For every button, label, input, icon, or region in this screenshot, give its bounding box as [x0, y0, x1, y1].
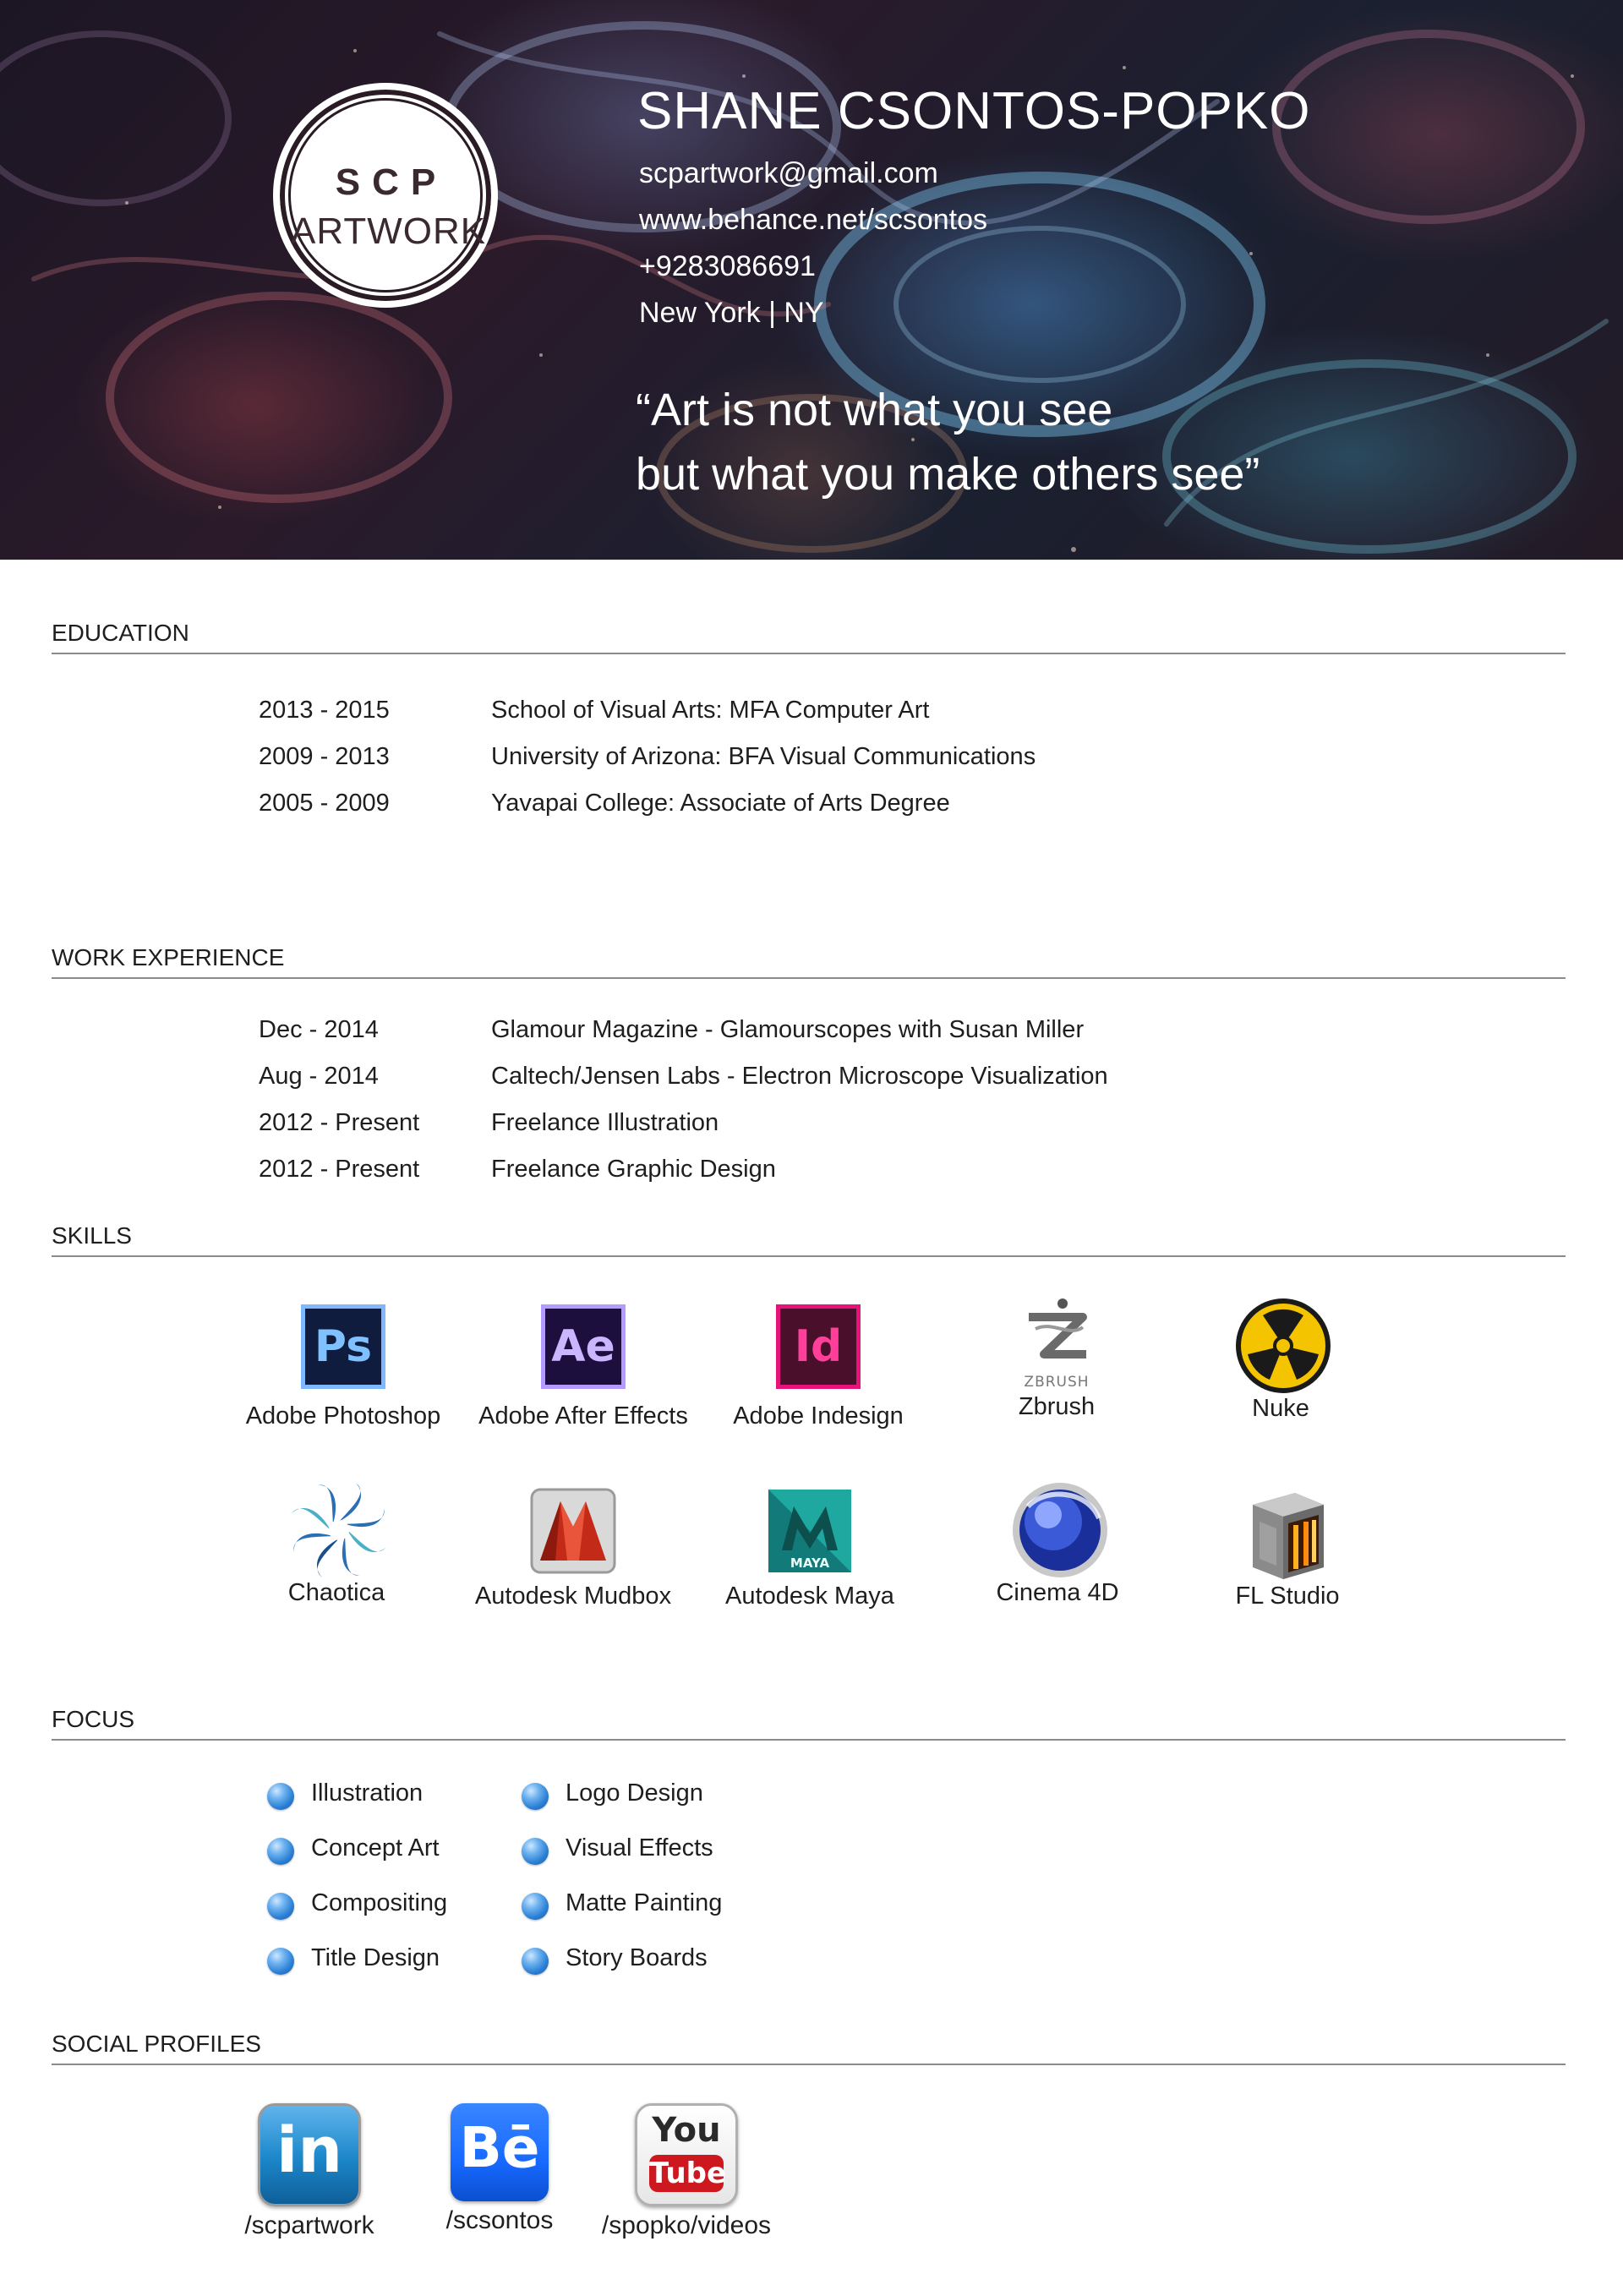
- skill-mudbox: [463, 1484, 683, 1610]
- skill-label: Cinema 4D: [996, 1579, 1119, 1606]
- social-label[interactable]: /scpartwork: [244, 2211, 374, 2239]
- skill-photoshop: [233, 1300, 453, 1430]
- fl-studio-icon: [1241, 1484, 1334, 1577]
- focus-label: Story Boards: [566, 1944, 708, 1971]
- work-date: Aug - 2014: [259, 1063, 379, 1090]
- mudbox-icon: [527, 1484, 620, 1577]
- location: New York | NY: [639, 297, 824, 329]
- work-entry: Freelance Graphic Design: [491, 1156, 776, 1183]
- bullet-icon: [522, 1783, 549, 1810]
- skills-heading: SKILLS: [52, 1222, 132, 1249]
- focus-divider: [52, 1739, 1566, 1741]
- linkedin-icon[interactable]: in: [258, 2103, 361, 2206]
- focus-label: Concept Art: [311, 1834, 440, 1861]
- nuke-icon: [1234, 1297, 1327, 1390]
- skill-maya: [700, 1484, 920, 1610]
- bullet-icon: [522, 1893, 549, 1920]
- phone-number: +9283086691: [639, 250, 816, 282]
- education-entry: School of Visual Arts: MFA Computer Art: [491, 697, 930, 724]
- social-profiles-divider: [52, 2064, 1566, 2065]
- education-entry: University of Arizona: BFA Visual Communications: [491, 743, 1036, 770]
- work-entry: Freelance Illustration: [491, 1109, 719, 1136]
- header-banner: [0, 0, 1623, 560]
- bullet-icon: [267, 1783, 294, 1810]
- skill-cinema-4d: [948, 1481, 1167, 1607]
- bullet-icon: [522, 1948, 549, 1975]
- social-youtube[interactable]: [593, 2103, 779, 2240]
- youtube-icon[interactable]: You Tube: [635, 2103, 738, 2206]
- skill-label: Chaotica: [287, 1579, 385, 1606]
- education-date: 2013 - 2015: [259, 697, 390, 724]
- focus-label: Title Design: [311, 1944, 440, 1971]
- focus-label: Illustration: [311, 1779, 424, 1807]
- zbrush-icon: [1010, 1295, 1103, 1391]
- skill-zbrush: [947, 1295, 1167, 1421]
- skill-indesign: [708, 1300, 928, 1430]
- bullet-icon: [267, 1948, 294, 1975]
- logo-bottom-text: ARTWORK: [291, 210, 487, 252]
- behance-icon[interactable]: Bē: [451, 2103, 549, 2201]
- chaotica-icon: [290, 1481, 383, 1574]
- scp-artwork-logo: [273, 83, 498, 308]
- focus-label: Logo Design: [566, 1779, 703, 1807]
- social-label[interactable]: /scsontos: [445, 2206, 554, 2234]
- education-divider: [52, 653, 1566, 654]
- education-date: 2009 - 2013: [259, 743, 390, 770]
- after-effects-icon: Ae: [537, 1304, 630, 1397]
- logo-top-text: SCP: [335, 161, 448, 203]
- work-entry: Caltech/Jensen Labs - Electron Microscope Visualization: [491, 1063, 1108, 1090]
- social-linkedin[interactable]: [216, 2103, 402, 2240]
- education-heading: EDUCATION: [52, 620, 189, 646]
- social-label[interactable]: /spopko/videos: [601, 2211, 772, 2239]
- logo-ring: [288, 98, 487, 292]
- skill-label: Autodesk Mudbox: [474, 1583, 672, 1610]
- svg-text:ZBRUSH: ZBRUSH: [1024, 1374, 1090, 1391]
- maya-icon: [763, 1484, 856, 1577]
- bullet-icon: [267, 1838, 294, 1865]
- website-link[interactable]: www.behance.net/scsontos: [639, 204, 988, 236]
- work-date: 2012 - Present: [259, 1109, 420, 1136]
- quote-line-2: but what you make others see”: [636, 449, 1260, 500]
- bullet-icon: [522, 1838, 549, 1865]
- indesign-icon: Id: [772, 1304, 865, 1397]
- skill-label: FL Studio: [1235, 1583, 1340, 1610]
- skill-label: Nuke: [1252, 1395, 1309, 1422]
- skill-label: Adobe After Effects: [478, 1402, 688, 1430]
- cinema-4d-icon: [1011, 1481, 1104, 1574]
- photoshop-icon: Ps: [297, 1304, 390, 1397]
- focus-heading: FOCUS: [52, 1706, 134, 1732]
- social-profiles-heading: SOCIAL PROFILES: [52, 2031, 261, 2057]
- email-link[interactable]: scpartwork@gmail.com: [639, 157, 938, 189]
- work-experience-divider: [52, 977, 1566, 979]
- work-entry: Glamour Magazine - Glamourscopes with Susan Miller: [491, 1016, 1085, 1043]
- focus-label: Matte Painting: [566, 1889, 723, 1916]
- skill-chaotica: [227, 1481, 446, 1607]
- education-date: 2005 - 2009: [259, 790, 390, 817]
- skill-nuke: [1171, 1297, 1391, 1423]
- work-date: Dec - 2014: [259, 1016, 379, 1043]
- skill-label: Autodesk Maya: [725, 1583, 894, 1610]
- focus-label: Compositing: [311, 1889, 448, 1916]
- skill-fl-studio: [1178, 1484, 1397, 1610]
- work-date: 2012 - Present: [259, 1156, 420, 1183]
- focus-label: Visual Effects: [566, 1834, 713, 1861]
- skill-label: Adobe Indesign: [733, 1402, 904, 1430]
- quote-line-1: “Art is not what you see: [636, 385, 1113, 435]
- bullet-icon: [267, 1893, 294, 1920]
- skill-after-effects: [473, 1300, 693, 1430]
- skill-label: Adobe Photoshop: [245, 1402, 441, 1430]
- skill-label: Zbrush: [1018, 1393, 1096, 1420]
- work-experience-heading: WORK EXPERIENCE: [52, 944, 285, 970]
- skills-divider: [52, 1255, 1566, 1257]
- education-entry: Yavapai College: Associate of Arts Degree: [491, 790, 950, 817]
- svg-text:MAYA: MAYA: [790, 1555, 830, 1571]
- social-behance[interactable]: [407, 2103, 593, 2235]
- full-name: SHANE CSONTOS-POPKO: [637, 82, 1311, 140]
